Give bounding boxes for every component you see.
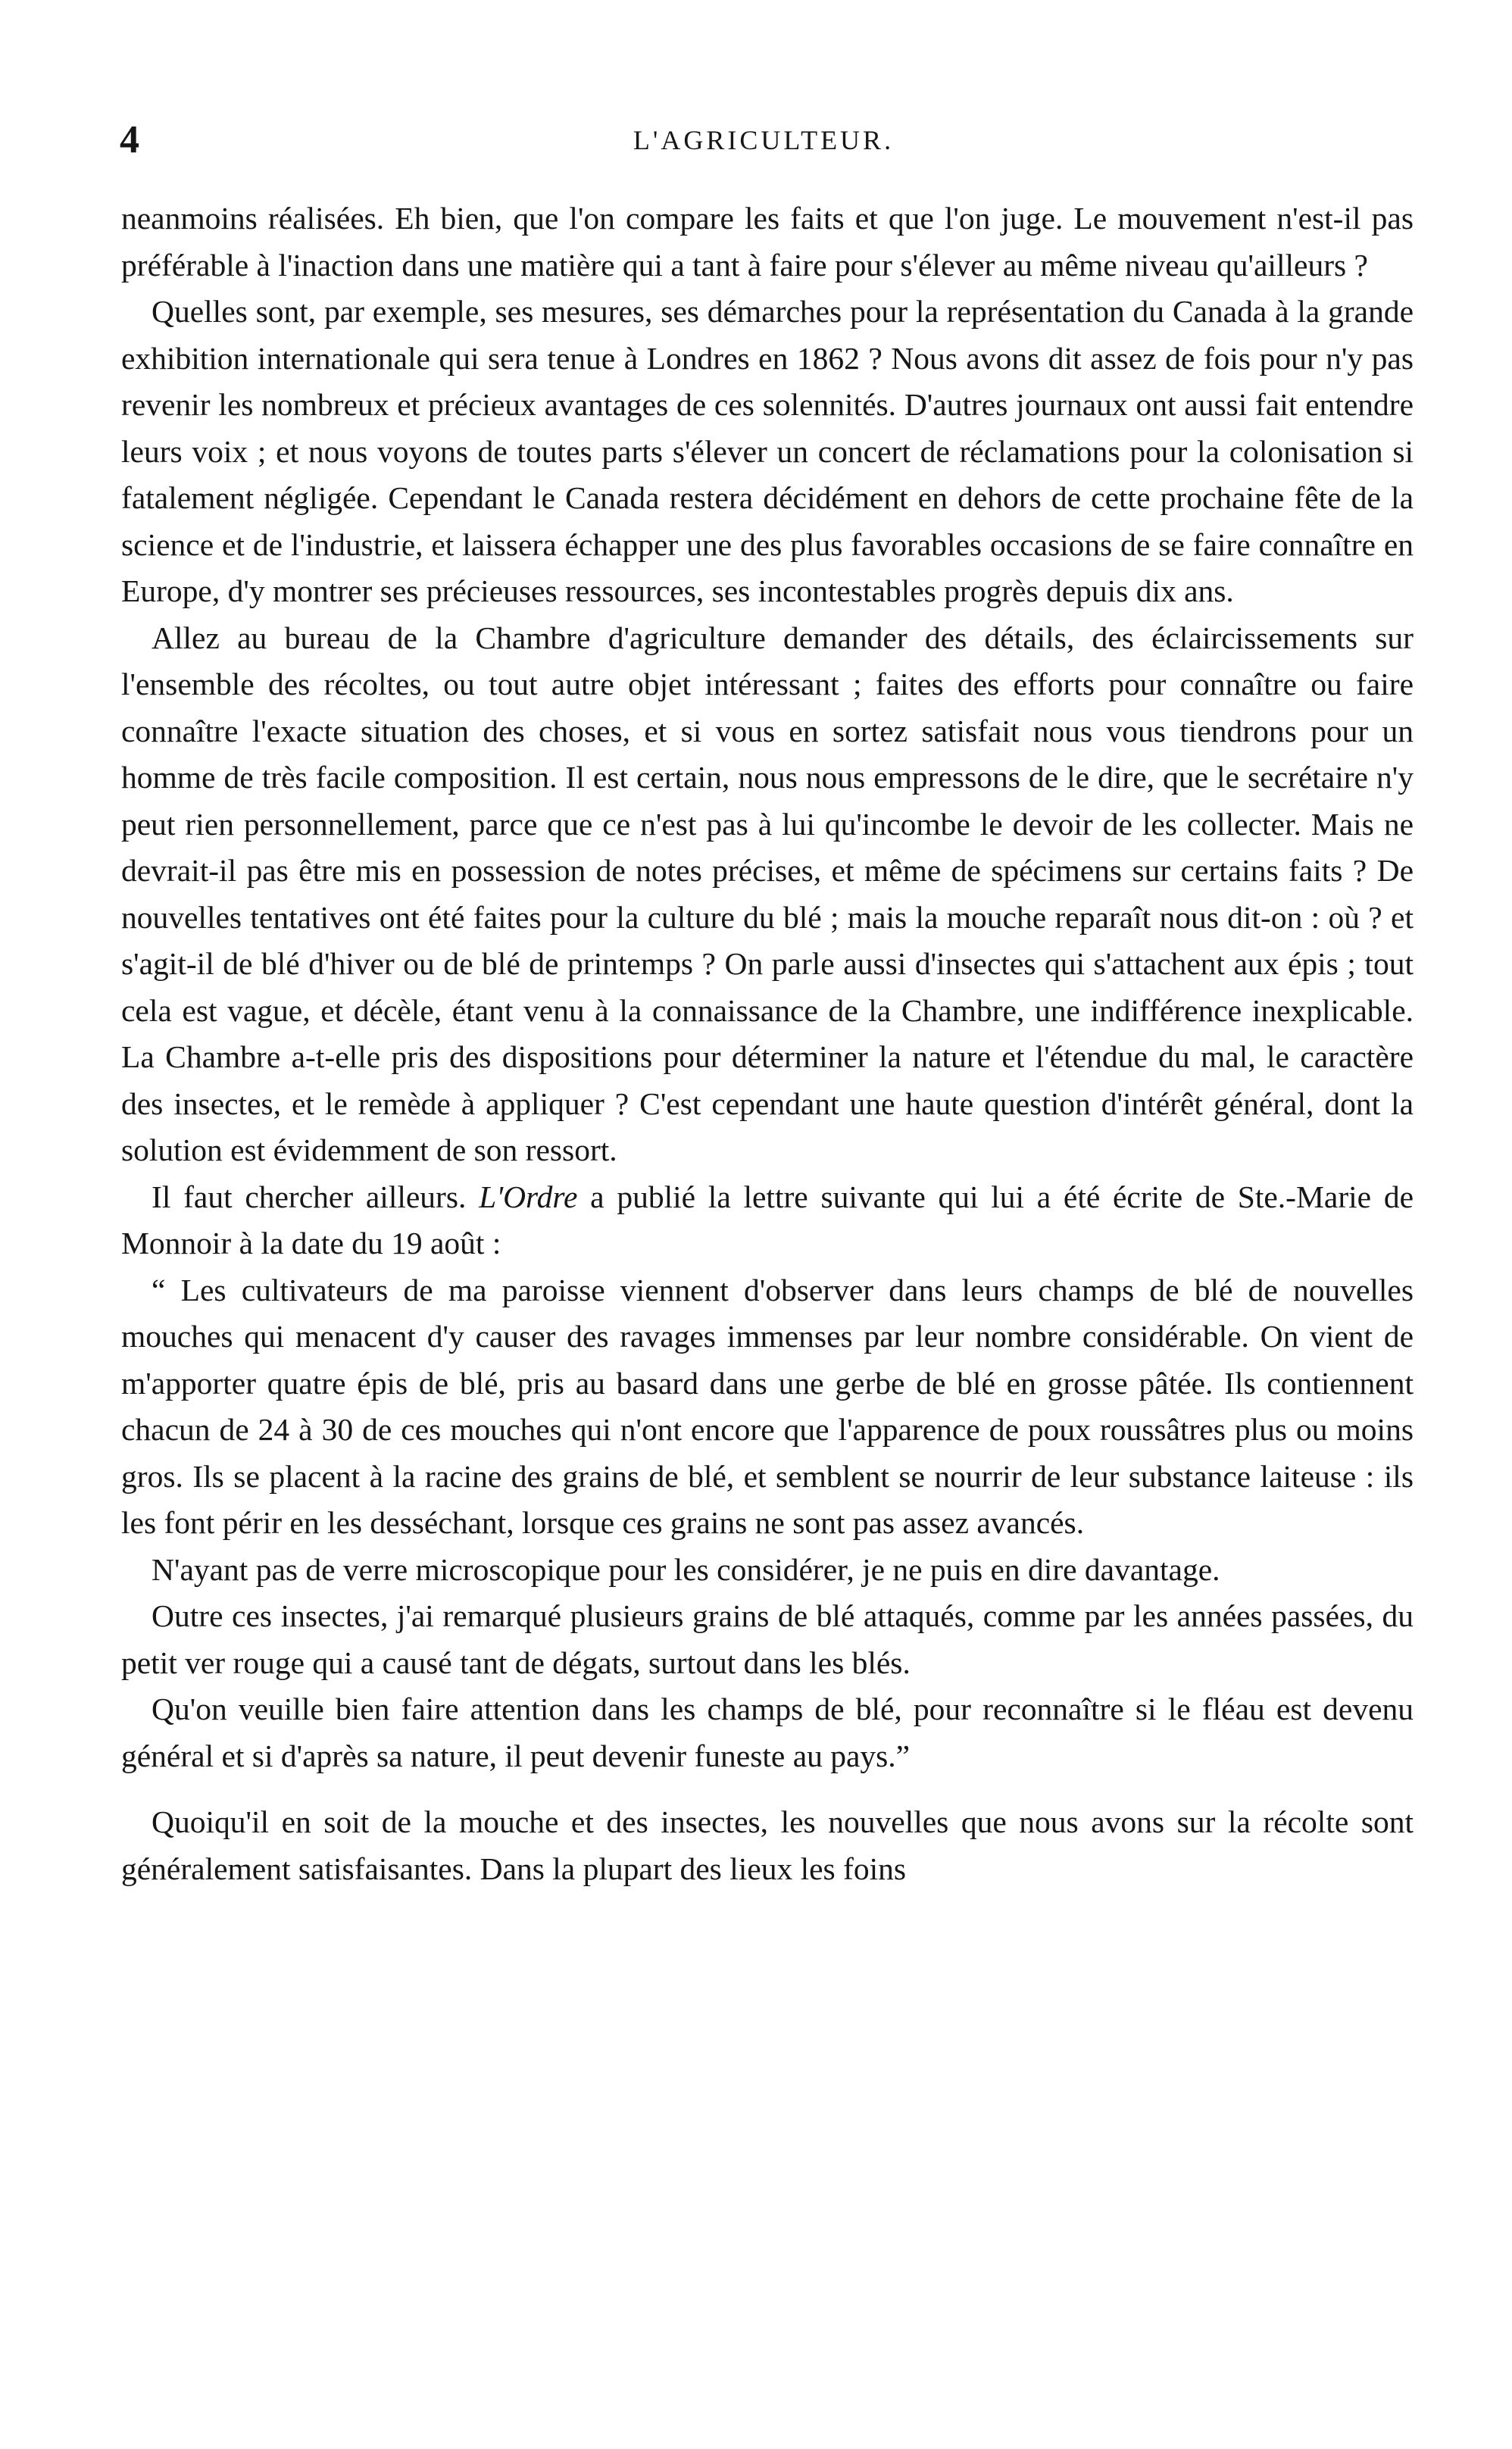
article-body <box>121 195 1414 1892</box>
ordre-text-before: Il faut chercher ailleurs. <box>152 1179 480 1214</box>
paragraph-chamber: Allez au bureau de la Chambre d'agriculture demander des détails, des éclaircissements sur l'ensemble des récoltes, ou tout autre objet intéressant ; faites des efforts pour connaître ou faire connaître l'exacte situation des choses, et si vous en sortez satisfait nous vous tiendrons pour un homme de très facile composition. Il est certain, nous nous empressons de le dire, que le secrétaire n'y peut rien personnellement, parce que ce n'est pas à lui qu'incombe le devoir de les collecter. Mais ne devrait-il pas être mis en possession de notes précises, et même de spécimens sur certains faits ? De nouvelles tentatives ont été faites pour la culture du blé ; mais la mouche reparaît nous dit-on : où ? et s'agit-il de blé d'hiver ou de blé de printemps ? On parle aussi d'insectes qui s'attachent aux épis ; tout cela est vague, et décèle, étant venu à la connaissance de la Chambre, une indifférence inexplicable. La Chambre a-t-elle pris des dispositions pour déterminer la nature et l'étendue du mal, le caractère des insectes, et le remède à appliquer ? C'est cependant une haute question d'intérêt général, dont la solution est évidemment de son ressort. <box>121 620 1414 1167</box>
letter-paragraph: Outre ces insectes, j'ai remarqué plusieurs grains de blé attaqués, comme par les années passées, du petit ver rouge qui a causé tant de dégats, surtout dans les blés. <box>121 1598 1414 1680</box>
letter-paragraph: “ Les cultivateurs de ma paroisse viennent d'observer dans leurs champs de blé de nouvelles mouches qui menacent d'y causer des ravages immenses par leur nombre considérable. On vient de m'apporter quatre épis de blé, pris au basard dans une gerbe de blé en grosse pâtée. Ils contiennent chacun de 24 à 30 de ces mouches qui n'ont encore que l'apparence de poux roussâtres plus ou moins gros. Ils se placent à la racine des grains de blé, et semblent se nourrir de leur substance laiteuse : ils les font périr en les desséchant, lorsque ces grains ne sont pas assez avancés. <box>121 1272 1414 1540</box>
paragraph-ordre <box>121 1174 1414 1267</box>
ordre-text-after: a publié la lettre suivante qui lui a été écrite de Ste.-Marie de Monnoir à la date du 19 août : <box>121 1179 1414 1260</box>
page-header <box>114 114 1414 167</box>
paragraph-exhibition: Quelles sont, par exemple, ses mesures, ses démarches pour la représentation du Canada à la grande exhibition internationale qui sera tenue à Londres en 1862 ? Nous avons dit assez de fois pour n'y pas revenir les nombreux et précieux avantages de ces solennités. D'autres journaux ont aussi fait entendre leurs voix ; et nous voyons de toutes parts s'élever un concert de réclamations pour la colonisation si fatalement négligée. Cependant le Canada restera décidément en dehors de cette prochaine fête de la science et de l'industrie, et laissera échapper une des plus favorables occasions de se faire connaître en Europe, d'y montrer ses précieuses ressources, ses incontestables progrès depuis dix ans. <box>121 294 1414 608</box>
letter-paragraph: N'ayant pas de verre microscopique pour les considérer, je ne puis en dire davantage. <box>152 1551 1220 1587</box>
letter-paragraph: Qu'on veuille bien faire attention dans les champs de blé, pour reconnaître si le fléau est devenu général et si d'après sa nature, il peut devenir funeste au pays.” <box>121 1691 1414 1773</box>
page-number: 4 <box>120 118 139 161</box>
paragraph-continuation: neanmoins réalisées. Eh bien, que l'on compare les faits et que l'on juge. Le mouvement n'est-il pas préférable à l'inaction dans une matière qui a tant à faire pour s'élever au même niveau qu'ailleurs ? <box>121 201 1414 283</box>
paragraph-closing: Quoiqu'il en soit de la mouche et des insectes, les nouvelles que nous avons sur la récolte sont généralement satisfaisantes. Dans la plupart des lieux les foins <box>121 1804 1414 1886</box>
running-head: L'AGRICULTEUR. <box>633 125 895 155</box>
ordre-title: L'Ordre <box>479 1179 578 1214</box>
